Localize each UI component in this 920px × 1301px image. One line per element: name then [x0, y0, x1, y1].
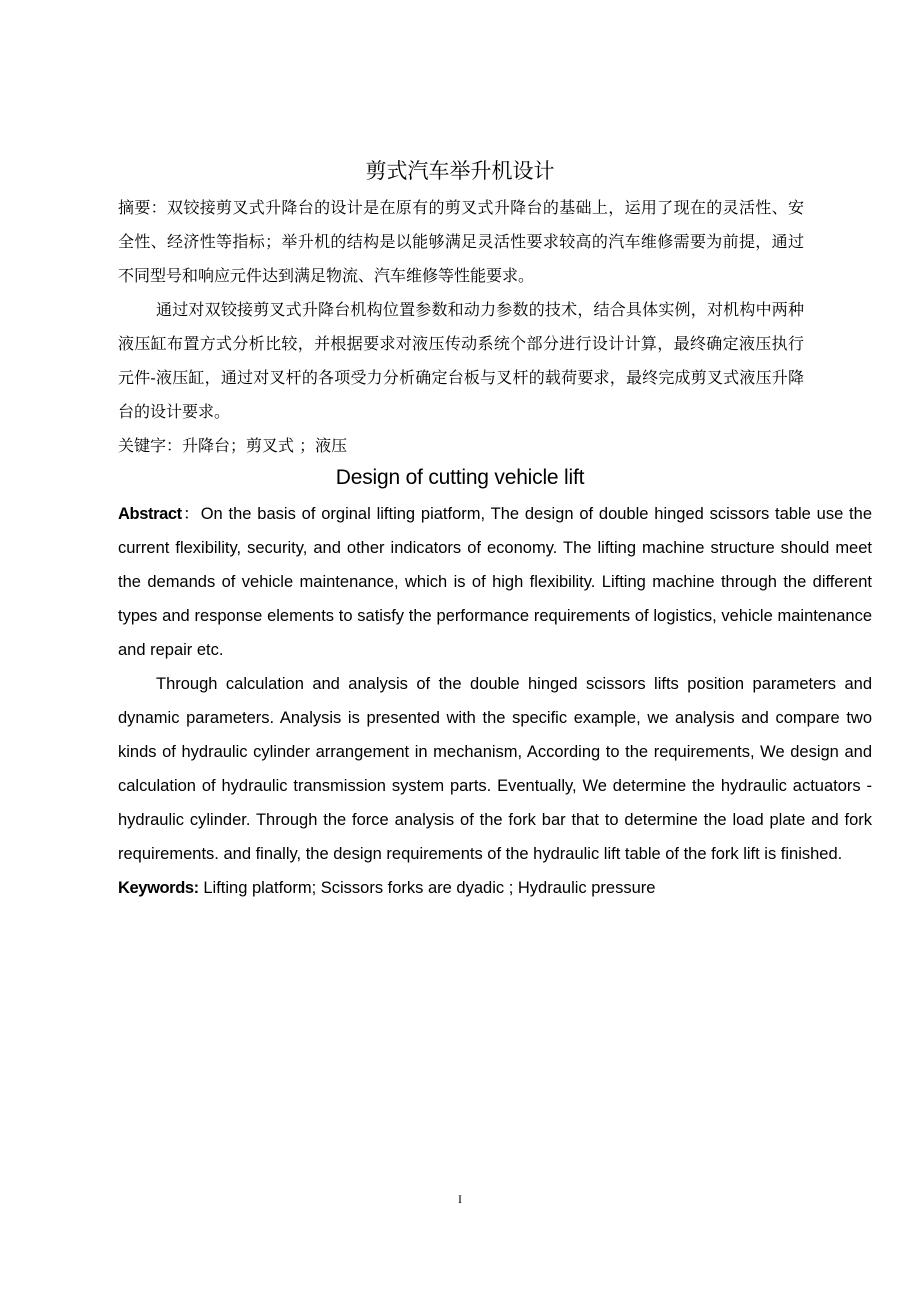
- english-keywords-text: Lifting platform; Scissors forks are dyadic ; Hydraulic pressure: [198, 879, 656, 897]
- english-abstract-paragraph-2: Through calculation and analysis of the double hinged scissors lifts position parameters and dynamic parameters. Analysis is presented with the specific example, we analysis and compare two kinds of hydraulic cylinder arrangement in mechanism, According to the requirements, We design and calculation of hydraulic transmission system parts. Eventually, We determine the hydraulic actuators - hydraulic cylinder. Through the force analysis of the fork bar that to determine the load plate and fork requirements. and finally, the design requirements of the hydraulic lift table of the fork lift is finished.: [118, 675, 872, 863]
- page-number: I: [458, 1192, 462, 1206]
- english-title: Design of cutting vehicle lift: [335, 466, 585, 489]
- abstract-label: Abstract: [118, 505, 182, 523]
- english-abstract: [118, 497, 872, 905]
- chinese-keywords: 关键字：升降台；剪叉式 ；液压: [118, 436, 348, 455]
- english-abstract-text-1: ：On the basis of orginal lifting piatform, The design of double hinged scissors table use the current flexibility, security, and other indicators of economy. The lifting machine structure should meet the demands of vehicle maintenance, which is of high flexibility. Lifting machine through the different types and response elements to satisfy the performance requirements of logistics, vehicle maintenance and repair etc.: [118, 505, 872, 659]
- chinese-title: 剪式汽车举升机设计: [365, 159, 555, 183]
- english-abstract-paragraph-1: [118, 497, 872, 667]
- english-keywords: [118, 871, 872, 905]
- chinese-abstract-paragraph-2: 通过对双铰接剪叉式升降台机构位置参数和动力参数的技术，结合具体实例，对机构中两种液压缸布置方式分析比较，并根据要求对液压传动系统个部分进行设计计算，最终确定液压执行元件-液压缸，通过对叉杆的各项受力分析确定台板与叉杆的载荷要求，最终完成剪叉式液压升降台的设计要求。: [118, 300, 804, 421]
- chinese-abstract: [118, 191, 804, 463]
- chinese-abstract-paragraph-1: 摘要：双铰接剪叉式升降台的设计是在原有的剪叉式升降台的基础上，运用了现在的灵活性、安全性、经济性等指标；举升机的结构是以能够满足灵活性要求较高的汽车维修需要为前提，通过不同型号和响应元件达到满足物流、汽车维修等性能要求。: [118, 198, 804, 285]
- keywords-label: Keywords:: [118, 879, 199, 897]
